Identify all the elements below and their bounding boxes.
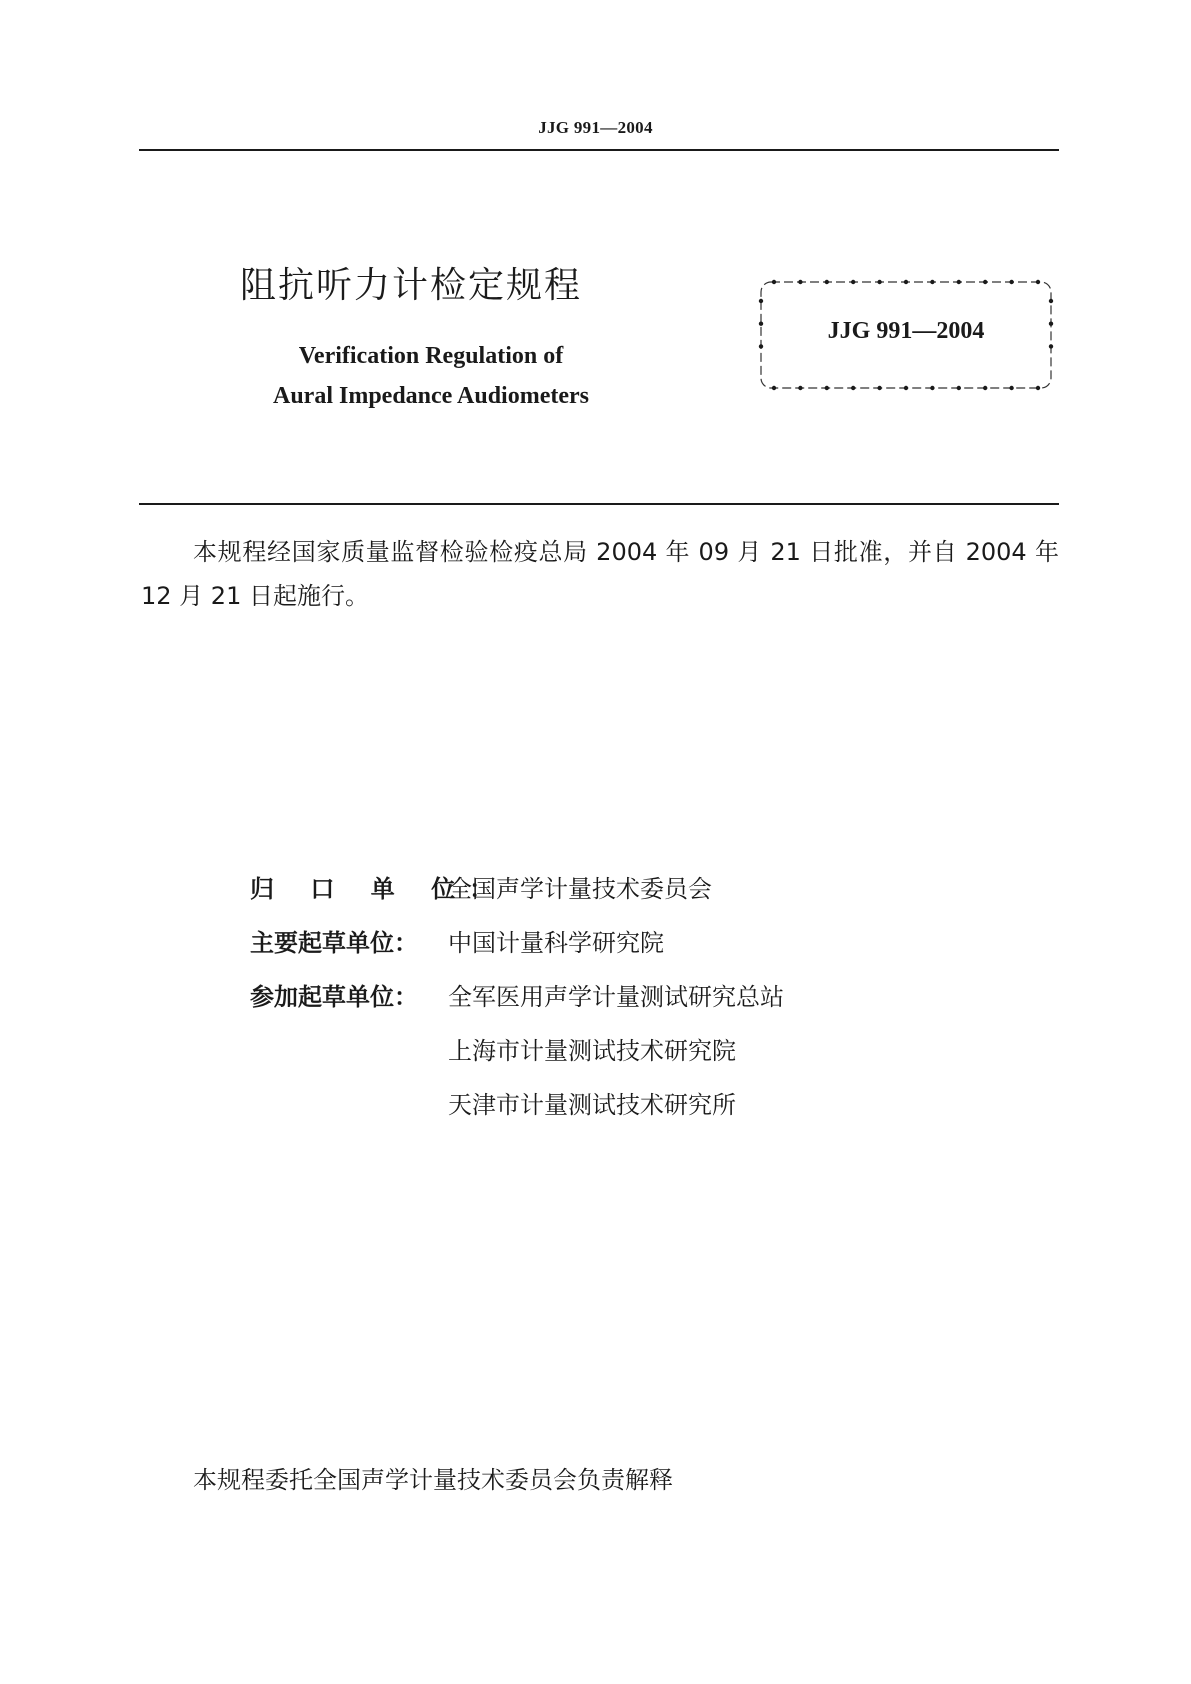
- border-dot: [904, 386, 908, 390]
- running-header-code: JJG 991—2004: [538, 118, 653, 137]
- border-dot: [930, 386, 934, 390]
- standard-code: JJG 991—2004: [827, 318, 985, 344]
- responsible-unit-value: 全国声学计量技术委员会: [448, 875, 712, 903]
- border-dot: [1009, 386, 1013, 390]
- border-dot: [904, 280, 908, 284]
- participating-unit-row: [250, 1088, 736, 1122]
- participating-unit-label: 参加起草单位：: [250, 983, 418, 1011]
- approval-statement: 本规程经国家质量监督检验检疫总局 2004 年 09 月 21 日批准，并自 2004 年 12 月 21 日起施行。: [141, 538, 1059, 610]
- title-english-line-1: Verification Regulation of: [298, 343, 564, 369]
- section-rule: [139, 503, 1059, 505]
- border-dot: [1009, 280, 1013, 284]
- border-dot: [851, 280, 855, 284]
- border-dot: [1036, 280, 1040, 284]
- border-dot: [930, 280, 934, 284]
- border-dot: [1049, 299, 1053, 303]
- border-dot: [957, 386, 961, 390]
- responsible-unit-label: 归 口 单 位：: [250, 875, 508, 903]
- border-dot: [983, 386, 987, 390]
- participating-unit-value: 上海市计量测试技术研究院: [448, 1037, 736, 1065]
- border-dot: [957, 280, 961, 284]
- participating-unit-value: 全军医用声学计量测试研究总站: [448, 983, 784, 1011]
- border-dot: [851, 386, 855, 390]
- border-dot: [759, 299, 763, 303]
- border-dot: [983, 280, 987, 284]
- border-dot: [877, 280, 881, 284]
- responsible-unit-row: [250, 872, 712, 906]
- participating-unit-value: 天津市计量测试技术研究所: [448, 1091, 736, 1119]
- title-english-line-2: Aural Impedance Audiometers: [273, 383, 589, 409]
- border-dot: [825, 280, 829, 284]
- border-dot: [798, 386, 802, 390]
- border-dot: [798, 280, 802, 284]
- participating-unit-row: [250, 1034, 736, 1068]
- main-drafting-unit-value: 中国计量科学研究院: [448, 929, 664, 957]
- border-dot: [825, 386, 829, 390]
- border-dot: [1036, 386, 1040, 390]
- participating-unit-row: [250, 980, 784, 1014]
- border-dot: [772, 280, 776, 284]
- header-rule: [139, 149, 1059, 151]
- main-drafting-unit-label: 主要起草单位：: [250, 929, 418, 957]
- interpretation-statement: 本规程委托全国声学计量技术委员会负责解释: [193, 1466, 673, 1494]
- border-dot: [772, 386, 776, 390]
- standard-code-box: [756, 277, 1056, 393]
- main-drafting-unit-row: [250, 926, 664, 960]
- border-dot: [877, 386, 881, 390]
- title-chinese: 阻抗听力计检定规程: [240, 265, 583, 306]
